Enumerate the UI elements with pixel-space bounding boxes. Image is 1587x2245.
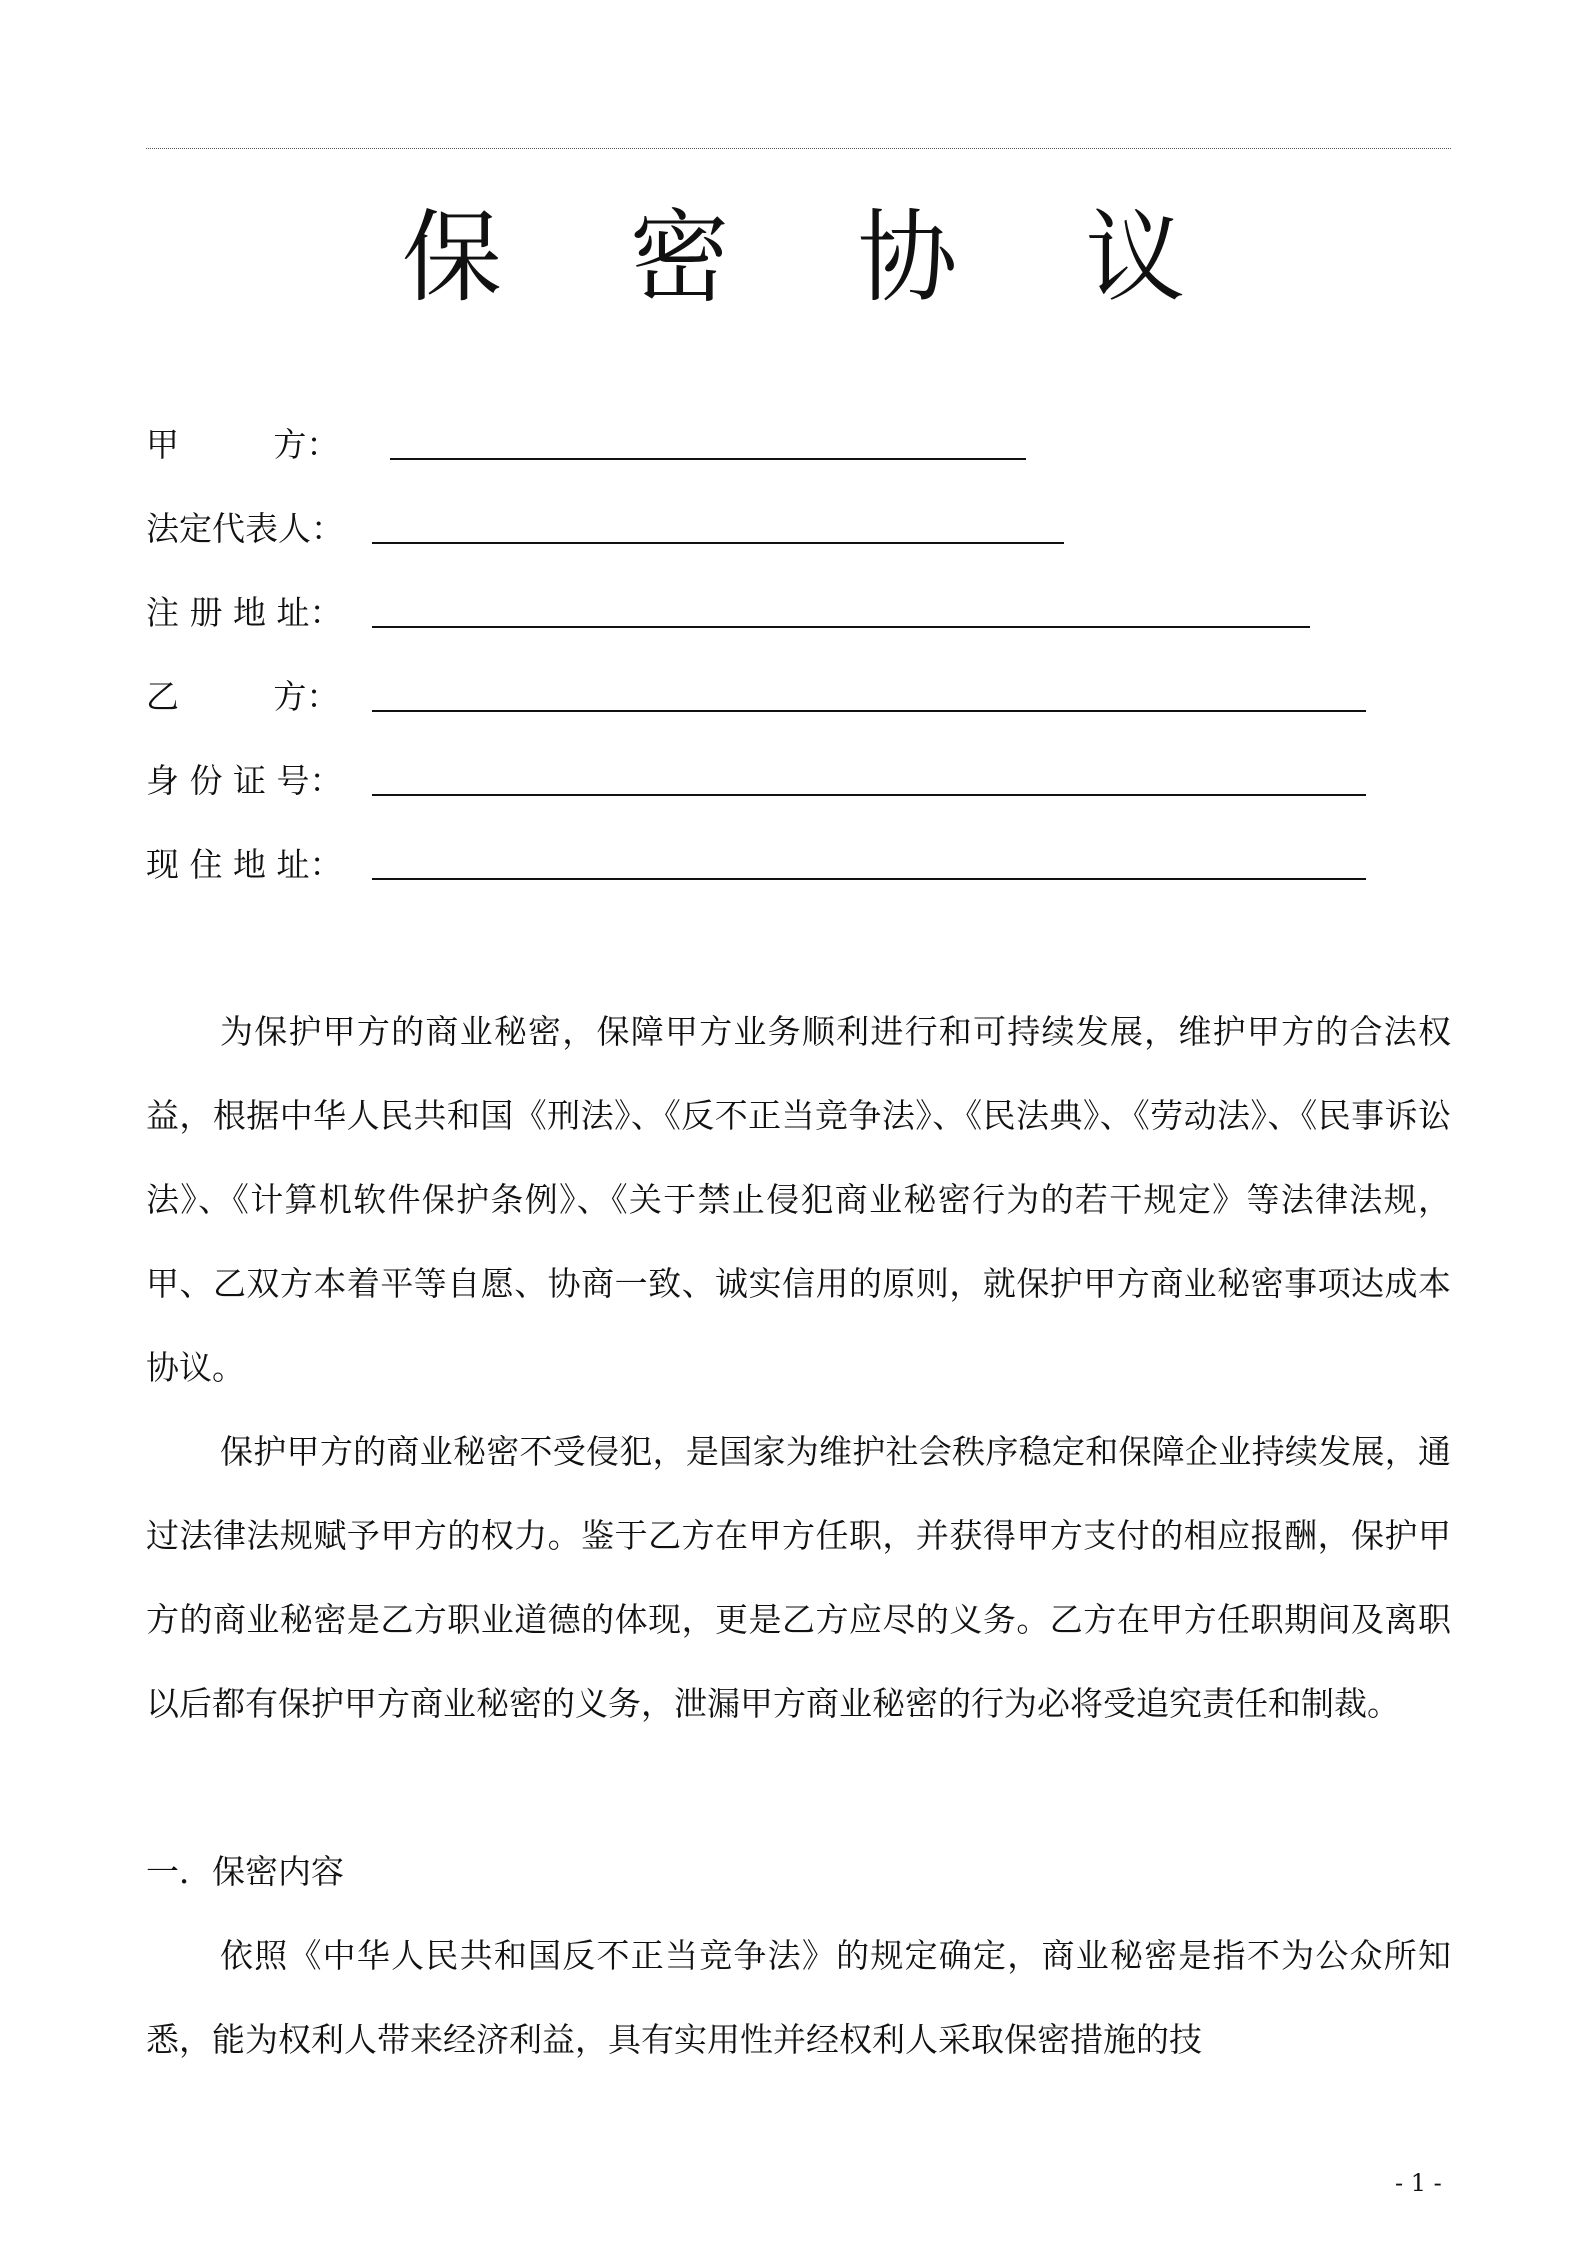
field-id-number-label: 身 份 证 号：	[146, 761, 343, 800]
field-party-b-label: 乙 方：	[146, 677, 340, 716]
paragraph-obligation: 保护甲方的商业秘密不受侵犯，是国家为维护社会秩序稳定和保障企业持续发展，通过法律法规赋予甲方的权力。鉴于乙方在甲方任职，并获得甲方支付的相应报酬，保护甲方的商业秘密是乙方职业道德的体现，更是乙方应尽的义务。乙方在甲方任职期间及离职以后都有保护甲方商业秘密的义务，泄漏甲方商业秘密的行为必将受追究责任和制裁。	[146, 1432, 1451, 1723]
paragraph-trade-secret-definition: 依照《中华人民共和国反不正当竞争法》的规定确定，商业秘密是指不为公众所知悉，能为权利人带来经济利益，具有实用性并经权利人采取保密措施的技	[146, 1936, 1451, 2059]
field-party-b-line[interactable]	[372, 710, 1366, 712]
page-number: - 1 -	[1395, 2169, 1442, 2197]
field-legal-representative-line[interactable]	[372, 542, 1064, 544]
field-party-a-label: 甲 方：	[146, 425, 340, 464]
paragraph-preamble: 为保护甲方的商业秘密，保障甲方业务顺利进行和可持续发展，维护甲方的合法权益，根据中华人民共和国《刑法》、《反不正当竞争法》、《民法典》、《劳动法》、《民事诉讼法》、《计算机软件保护条例》、《关于禁止侵犯商业秘密行为的若干规定》等法律法规，甲、乙双方本着平等自愿、协商一致、诚实信用的原则，就保护甲方商业秘密事项达成本协议。	[146, 1012, 1451, 1387]
field-id-number-line[interactable]	[372, 794, 1366, 796]
field-current-address-line[interactable]	[372, 878, 1366, 880]
document-title: 保 密 协 议	[401, 199, 1234, 316]
field-registered-address-label: 注 册 地 址：	[146, 593, 343, 632]
section-heading-confidential-content: 一．保密内容	[146, 1852, 344, 1891]
field-registered-address-line[interactable]	[372, 626, 1310, 628]
field-party-a-line[interactable]	[390, 458, 1026, 460]
header-dotted-rule	[146, 148, 1451, 149]
field-current-address-label: 现 住 地 址：	[146, 845, 343, 884]
field-legal-representative-label: 法定代表人：	[146, 509, 344, 548]
